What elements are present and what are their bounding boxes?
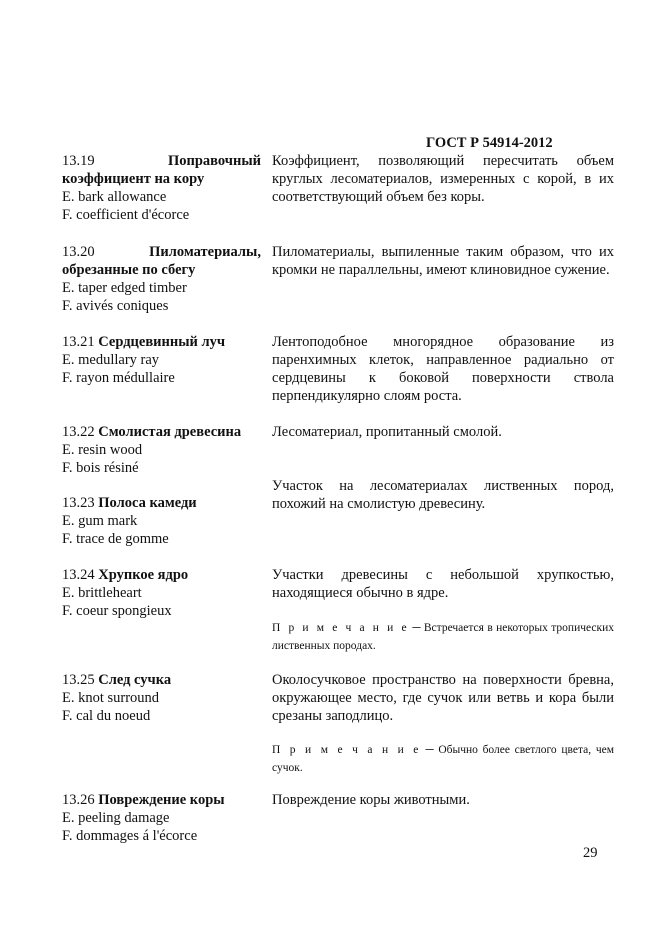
note-label: П р и м е ч а н и е xyxy=(272,622,409,634)
term-number: 13.23 xyxy=(62,495,95,511)
term-english: E. bark allowance xyxy=(62,189,167,205)
term-definition: Повреждение коры животными. xyxy=(272,792,470,808)
term-block xyxy=(62,671,261,725)
term-definition: Лентоподобное многорядное образование из паренхимных клеток, направленное радиально от сердцевины к боковой поверхности ствола перпендикулярно слоям роста. xyxy=(272,334,614,404)
note-dash: ─ xyxy=(408,622,424,634)
term-number: 13.20 xyxy=(62,244,95,260)
term-french: F. rayon médullaire xyxy=(62,370,175,386)
term-block xyxy=(62,494,261,548)
standard-designation: ГОСТ Р 54914-2012 xyxy=(426,135,553,151)
term-french: F. avivés coniques xyxy=(62,298,169,314)
term-title xyxy=(62,671,261,689)
term-number: 13.22 xyxy=(62,424,95,440)
term-title xyxy=(62,494,261,512)
note-text: Встречается в некоторых тропических лиственных породах. xyxy=(272,622,614,652)
term-title xyxy=(62,791,261,809)
term-block xyxy=(62,333,261,387)
term-name: Смолистая древесина xyxy=(98,424,242,440)
term-note xyxy=(272,741,614,777)
term-number: 13.26 xyxy=(62,792,95,808)
term-block xyxy=(62,423,261,477)
term-block xyxy=(62,152,261,224)
term-definition: Пиломатериалы, выпиленные таким образом, что их кромки не параллельны, имеют клиновидное сужение. xyxy=(272,244,614,278)
term-english: E. gum mark xyxy=(62,513,138,529)
term-title xyxy=(62,152,261,188)
term-name: Поправочный коэффициент на кору xyxy=(62,153,261,187)
term-name: След сучка xyxy=(98,672,172,688)
term-english: E. knot surround xyxy=(62,690,160,706)
term-name: Полоса камеди xyxy=(98,495,197,511)
term-number: 13.19 xyxy=(62,153,95,169)
term-name: Хрупкое ядро xyxy=(98,567,189,583)
term-note xyxy=(272,619,614,655)
term-number: 13.21 xyxy=(62,334,95,350)
term-definition: Лесоматериал, пропитанный смолой. xyxy=(272,424,502,440)
term-english: E. taper edged timber xyxy=(62,280,187,296)
term-block xyxy=(62,791,261,845)
note-label: П р и м е ч а н и е xyxy=(272,744,421,756)
term-french: F. bois résiné xyxy=(62,460,139,476)
term-title xyxy=(62,243,261,279)
page-number: 29 xyxy=(583,845,598,861)
term-name: Пиломатериалы, обрезанные по сбегу xyxy=(62,244,261,278)
term-title xyxy=(62,423,261,441)
term-definition: Коэффициент, позволяющий пересчитать объем круглых лесоматериалов, измеренных с корой, в их соответствующий объем без коры. xyxy=(272,153,614,205)
term-english: E. medullary ray xyxy=(62,352,160,368)
term-name: Сердцевинный луч xyxy=(98,334,226,350)
term-title xyxy=(62,333,261,351)
term-definition: Околосучковое пространство на поверхности бревна, окружающее место, где сучок или ветвь и кора были срезаны заподлицо. xyxy=(272,672,614,724)
term-definition: Участки древесины с небольшой хрупкостью, находящиеся обычно в ядре. xyxy=(272,567,614,601)
term-number: 13.24 xyxy=(62,567,95,583)
term-definition: Участок на лесоматериалах лиственных пород, похожий на смолистую древесину. xyxy=(272,478,614,512)
term-block xyxy=(62,243,261,315)
term-block xyxy=(62,566,261,620)
term-french: F. dommages á l'écorce xyxy=(62,828,198,844)
term-english: E. brittleheart xyxy=(62,585,142,601)
term-french: F. coefficient d'écorce xyxy=(62,207,190,223)
term-french: F. coeur spongieux xyxy=(62,603,172,619)
note-text: Обычно более светлого цвета, чем сучок. xyxy=(272,744,614,774)
term-french: F. cal du noeud xyxy=(62,708,151,724)
term-french: F. trace de gomme xyxy=(62,531,169,547)
term-english: E. resin wood xyxy=(62,442,143,458)
note-dash: ─ xyxy=(420,744,439,756)
term-name: Повреждение коры xyxy=(98,792,225,808)
term-number: 13.25 xyxy=(62,672,95,688)
term-english: E. peeling damage xyxy=(62,810,170,826)
term-title xyxy=(62,566,261,584)
